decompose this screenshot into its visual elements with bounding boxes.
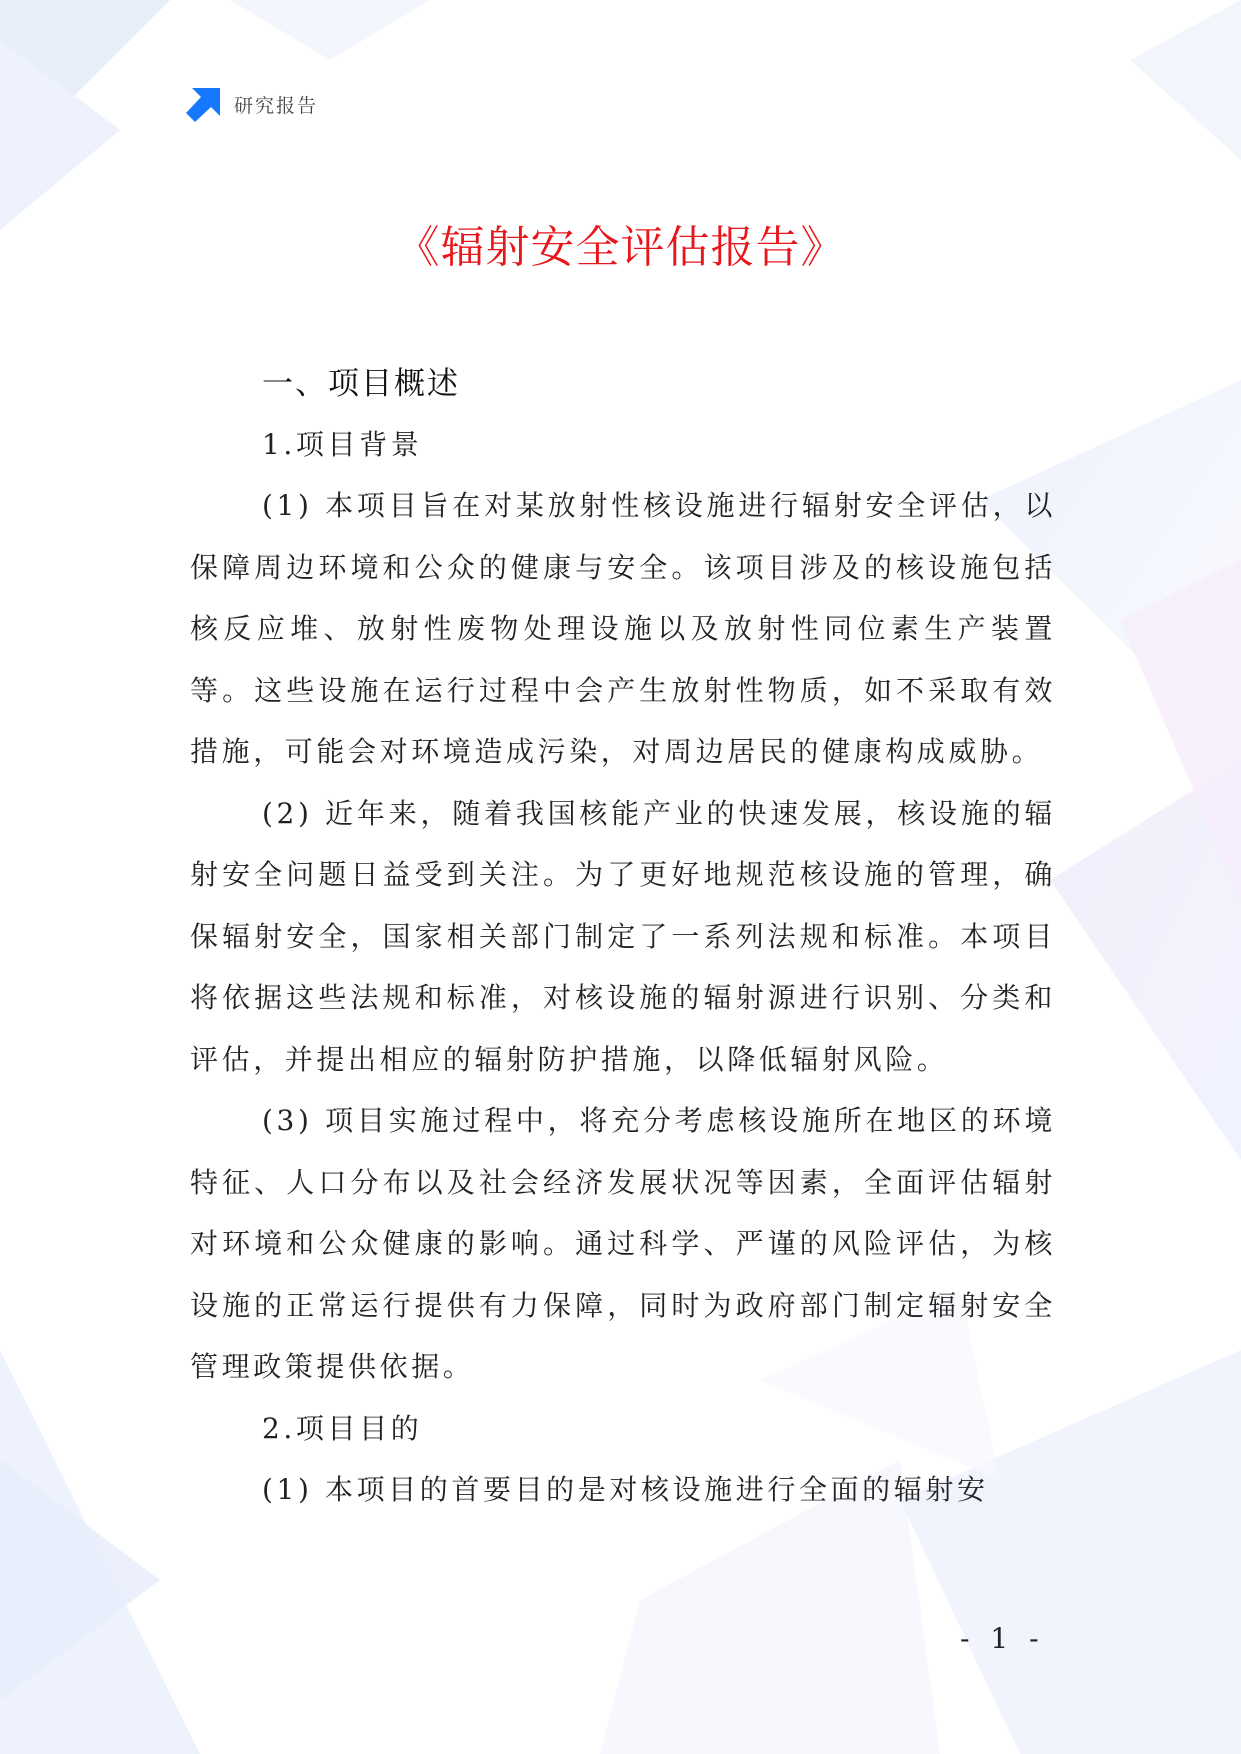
subsection-heading-purpose: 2.项目目的 bbox=[262, 1411, 423, 1445]
document-title: 《辐射安全评估报告》 bbox=[395, 222, 846, 273]
paragraph-2: (2) 近年来，随着我国核能产业的快速发展，核设施的辐射安全问题日益受到关注。为了更好地规范核设施的管理，确保辐射安全，国家相关部门制定了一系列法规和标准。本项目将依据这些法规和标准，对核设施的辐射源进行识别、分类和评估，并提出相应的辐射防护措施，以降低辐射风险。 bbox=[190, 796, 1056, 1076]
paragraph-4: (1) 本项目的首要目的是对核设施进行全面的辐射安 bbox=[262, 1473, 989, 1506]
subsection-heading-background: 1.项目背景 bbox=[262, 427, 423, 461]
document-body bbox=[190, 354, 1056, 1521]
page-header bbox=[186, 86, 318, 122]
arrow-up-right-icon bbox=[186, 86, 222, 122]
header-label: 研究报告 bbox=[234, 94, 319, 117]
paragraph-1: (1) 本项目旨在对某放射性核设施进行辐射安全评估，以保障周边环境和公众的健康与安全。该项目涉及的核设施包括核反应堆、放射性废物处理设施以及放射性同位素生产装置等。这些设施在运行过程中会产生放射性物质，如不采取有效措施，可能会对环境造成污染，对周边居民的健康构成威胁。 bbox=[190, 489, 1056, 768]
page-number: - 1 - bbox=[960, 1622, 1045, 1655]
section-heading: 一、项目概述 bbox=[262, 366, 460, 402]
paragraph-3: (3) 项目实施过程中，将充分考虑核设施所在地区的环境特征、人口分布以及社会经济发展状况等因素，全面评估辐射对环境和公众健康的影响。通过科学、严谨的风险评估，为核设施的正常运行提供有力保障，同时为政府部门制定辐射安全管理政策提供依据。 bbox=[190, 1104, 1056, 1383]
